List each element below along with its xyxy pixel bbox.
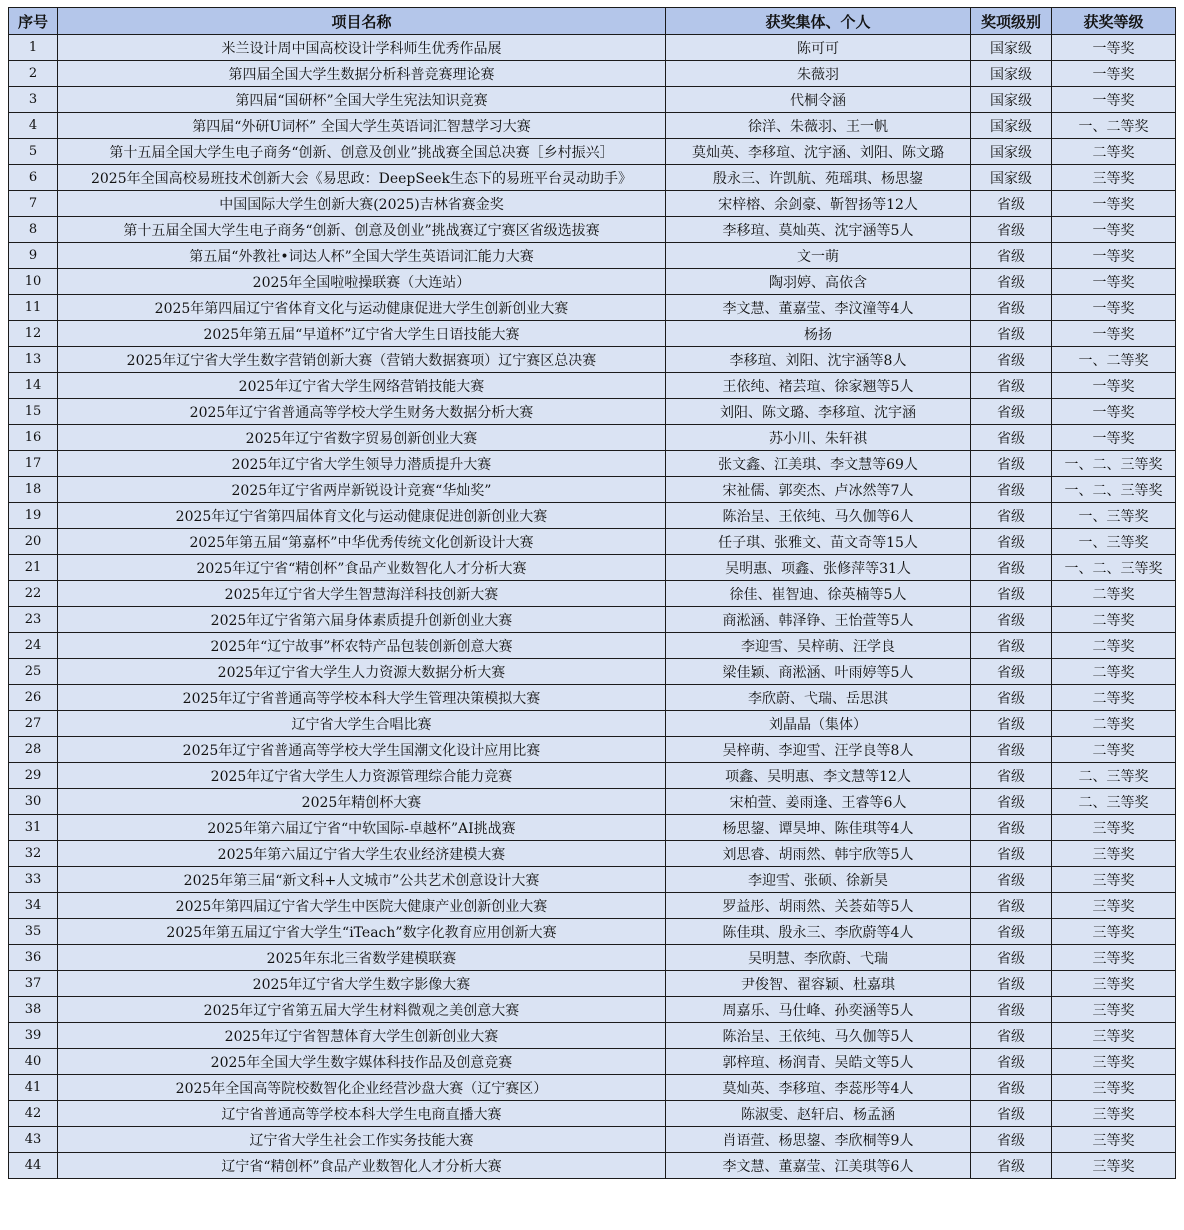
table-row <box>9 1075 1176 1101</box>
cell-grade: 一等奖 <box>1052 243 1176 269</box>
cell-index: 2 <box>9 61 58 87</box>
cell-winners: 王依纯、褚芸瑄、徐家翘等5人 <box>666 373 971 399</box>
cell-project: 2025年第三届“新文科+人文城市”公共艺术创意设计大赛 <box>58 867 666 893</box>
cell-grade: 二、三等奖 <box>1052 763 1176 789</box>
cell-index: 32 <box>9 841 58 867</box>
cell-project: 2025年辽宁省普通高等学校大学生财务大数据分析大赛 <box>58 399 666 425</box>
table-body <box>9 35 1176 1179</box>
cell-index: 14 <box>9 373 58 399</box>
table-row <box>9 633 1176 659</box>
cell-project: 2025年全国大学生数字媒体科技作品及创意竞赛 <box>58 1049 666 1075</box>
cell-project: 中国国际大学生创新大赛(2025)吉林省赛金奖 <box>58 191 666 217</box>
cell-level: 省级 <box>971 347 1052 373</box>
cell-grade: 一等奖 <box>1052 399 1176 425</box>
table-row <box>9 61 1176 87</box>
cell-project: 米兰设计周中国高校设计学科师生优秀作品展 <box>58 35 666 61</box>
cell-level: 省级 <box>971 659 1052 685</box>
cell-winners: 刘思睿、胡雨然、韩宇欣等5人 <box>666 841 971 867</box>
cell-level: 省级 <box>971 867 1052 893</box>
cell-winners: 莫灿英、李移瑄、李蕊彤等4人 <box>666 1075 971 1101</box>
table-row <box>9 1049 1176 1075</box>
table-row <box>9 1023 1176 1049</box>
cell-project: 2025年辽宁省大学生智慧海洋科技创新大赛 <box>58 581 666 607</box>
cell-level: 国家级 <box>971 113 1052 139</box>
table-row <box>9 1101 1176 1127</box>
header-winners: 获奖集体、个人 <box>666 8 971 35</box>
cell-level: 省级 <box>971 815 1052 841</box>
cell-winners: 徐洋、朱薇羽、王一帆 <box>666 113 971 139</box>
cell-level: 省级 <box>971 295 1052 321</box>
cell-winners: 尹俊智、翟容颖、杜嘉琪 <box>666 971 971 997</box>
cell-project: 2025年辽宁省大学生数字影像大赛 <box>58 971 666 997</box>
table-row <box>9 477 1176 503</box>
cell-level: 省级 <box>971 763 1052 789</box>
cell-project: 第十五届全国大学生电子商务“创新、创意及创业”挑战赛全国总决赛［乡村振兴］ <box>58 139 666 165</box>
table-row <box>9 529 1176 555</box>
cell-level: 省级 <box>971 1101 1052 1127</box>
cell-winners: 陈可可 <box>666 35 971 61</box>
cell-project: 第十五届全国大学生电子商务“创新、创意及创业”挑战赛辽宁赛区省级选拔赛 <box>58 217 666 243</box>
cell-level: 省级 <box>971 269 1052 295</box>
cell-index: 16 <box>9 425 58 451</box>
cell-index: 21 <box>9 555 58 581</box>
cell-winners: 莫灿英、李移瑄、沈宇涵、刘阳、陈文璐 <box>666 139 971 165</box>
cell-level: 国家级 <box>971 165 1052 191</box>
cell-level: 省级 <box>971 217 1052 243</box>
table-row <box>9 1127 1176 1153</box>
table-row <box>9 217 1176 243</box>
table-row <box>9 269 1176 295</box>
cell-grade: 一、二等奖 <box>1052 113 1176 139</box>
cell-index: 26 <box>9 685 58 711</box>
cell-winners: 宋祉儒、郭奕杰、卢冰然等7人 <box>666 477 971 503</box>
cell-level: 省级 <box>971 607 1052 633</box>
table-row <box>9 87 1176 113</box>
cell-winners: 周嘉乐、马仕峰、孙奕涵等5人 <box>666 997 971 1023</box>
cell-winners: 吴明慧、李欣蔚、弋瑞 <box>666 945 971 971</box>
cell-level: 省级 <box>971 997 1052 1023</box>
cell-level: 省级 <box>971 737 1052 763</box>
cell-winners: 吴梓萌、李迎雪、汪学良等8人 <box>666 737 971 763</box>
table-row <box>9 841 1176 867</box>
cell-level: 省级 <box>971 191 1052 217</box>
table-row <box>9 737 1176 763</box>
cell-project: 2025年辽宁省第四届体育文化与运动健康促进创新创业大赛 <box>58 503 666 529</box>
cell-level: 省级 <box>971 919 1052 945</box>
header-index: 序号 <box>9 8 58 35</box>
cell-level: 国家级 <box>971 139 1052 165</box>
table-row <box>9 685 1176 711</box>
cell-index: 27 <box>9 711 58 737</box>
cell-project: 第五届“外教社•词达人杯”全国大学生英语词汇能力大赛 <box>58 243 666 269</box>
cell-project: 2025年“辽宁故事”杯农特产品包装创新创意大赛 <box>58 633 666 659</box>
cell-index: 13 <box>9 347 58 373</box>
cell-grade: 三等奖 <box>1052 1127 1176 1153</box>
cell-index: 11 <box>9 295 58 321</box>
cell-grade: 三等奖 <box>1052 165 1176 191</box>
cell-index: 3 <box>9 87 58 113</box>
cell-level: 省级 <box>971 633 1052 659</box>
table-row <box>9 451 1176 477</box>
cell-winners: 刘晶晶（集体） <box>666 711 971 737</box>
cell-level: 省级 <box>971 685 1052 711</box>
cell-project: 2025年第六届辽宁省“中软国际-卓越杯”AI挑战赛 <box>58 815 666 841</box>
cell-index: 12 <box>9 321 58 347</box>
cell-grade: 三等奖 <box>1052 1049 1176 1075</box>
cell-grade: 一等奖 <box>1052 425 1176 451</box>
cell-project: 2025年第五届辽宁省大学生“iTeach”数字化教育应用创新大赛 <box>58 919 666 945</box>
cell-grade: 二、三等奖 <box>1052 789 1176 815</box>
cell-index: 15 <box>9 399 58 425</box>
cell-index: 19 <box>9 503 58 529</box>
cell-index: 1 <box>9 35 58 61</box>
cell-level: 省级 <box>971 477 1052 503</box>
cell-index: 10 <box>9 269 58 295</box>
cell-index: 29 <box>9 763 58 789</box>
cell-grade: 三等奖 <box>1052 1101 1176 1127</box>
cell-level: 省级 <box>971 841 1052 867</box>
cell-index: 17 <box>9 451 58 477</box>
cell-winners: 李移瑄、刘阳、沈宇涵等8人 <box>666 347 971 373</box>
cell-index: 34 <box>9 893 58 919</box>
cell-index: 31 <box>9 815 58 841</box>
cell-level: 省级 <box>971 581 1052 607</box>
cell-level: 省级 <box>971 425 1052 451</box>
cell-index: 20 <box>9 529 58 555</box>
header-grade: 获奖等级 <box>1052 8 1176 35</box>
cell-grade: 一、三等奖 <box>1052 503 1176 529</box>
cell-project: 2025年辽宁省数字贸易创新创业大赛 <box>58 425 666 451</box>
table-row <box>9 113 1176 139</box>
cell-level: 省级 <box>971 373 1052 399</box>
table-row <box>9 659 1176 685</box>
cell-winners: 文一萌 <box>666 243 971 269</box>
cell-level: 省级 <box>971 243 1052 269</box>
cell-grade: 一、二、三等奖 <box>1052 477 1176 503</box>
cell-grade: 一、二、三等奖 <box>1052 555 1176 581</box>
cell-index: 6 <box>9 165 58 191</box>
cell-grade: 二等奖 <box>1052 659 1176 685</box>
cell-winners: 张文鑫、江美琪、李文慧等69人 <box>666 451 971 477</box>
cell-grade: 二等奖 <box>1052 685 1176 711</box>
cell-index: 30 <box>9 789 58 815</box>
cell-index: 44 <box>9 1153 58 1179</box>
cell-winners: 宋柏萱、姜雨逢、王睿等6人 <box>666 789 971 815</box>
table-row <box>9 35 1176 61</box>
cell-level: 国家级 <box>971 35 1052 61</box>
cell-winners: 任子琪、张雅文、苗文奇等15人 <box>666 529 971 555</box>
cell-project: 2025年辽宁省“精创杯”食品产业数智化人才分析大赛 <box>58 555 666 581</box>
cell-index: 28 <box>9 737 58 763</box>
cell-project: 2025年辽宁省大学生网络营销技能大赛 <box>58 373 666 399</box>
header-project: 项目名称 <box>58 8 666 35</box>
cell-winners: 陈佳琪、殷永三、李欣蔚等4人 <box>666 919 971 945</box>
cell-winners: 李文慧、董嘉莹、李汶潼等4人 <box>666 295 971 321</box>
cell-level: 省级 <box>971 1127 1052 1153</box>
cell-level: 省级 <box>971 321 1052 347</box>
cell-index: 24 <box>9 633 58 659</box>
table-row <box>9 321 1176 347</box>
cell-project: 2025年辽宁省第六届身体素质提升创新创业大赛 <box>58 607 666 633</box>
table-row <box>9 919 1176 945</box>
cell-grade: 一等奖 <box>1052 295 1176 321</box>
table-row <box>9 347 1176 373</box>
table-row <box>9 815 1176 841</box>
table-row <box>9 997 1176 1023</box>
cell-level: 省级 <box>971 971 1052 997</box>
cell-grade: 三等奖 <box>1052 815 1176 841</box>
cell-grade: 三等奖 <box>1052 945 1176 971</box>
cell-winners: 肖语萱、杨思鋆、李欣桐等9人 <box>666 1127 971 1153</box>
cell-winners: 杨思鋆、谭昊坤、陈佳琪等4人 <box>666 815 971 841</box>
cell-grade: 三等奖 <box>1052 971 1176 997</box>
cell-winners: 殷永三、许凯航、苑瑶琪、杨思鋆 <box>666 165 971 191</box>
table-row <box>9 425 1176 451</box>
cell-index: 9 <box>9 243 58 269</box>
cell-level: 省级 <box>971 1075 1052 1101</box>
cell-project: 2025年第五届“第嘉杯”中华优秀传统文化创新设计大赛 <box>58 529 666 555</box>
cell-project: 辽宁省“精创杯”食品产业数智化人才分析大赛 <box>58 1153 666 1179</box>
table-row <box>9 555 1176 581</box>
cell-winners: 朱薇羽 <box>666 61 971 87</box>
cell-level: 省级 <box>971 451 1052 477</box>
cell-level: 省级 <box>971 1049 1052 1075</box>
cell-grade: 三等奖 <box>1052 893 1176 919</box>
cell-level: 省级 <box>971 893 1052 919</box>
cell-grade: 三等奖 <box>1052 867 1176 893</box>
cell-grade: 一等奖 <box>1052 87 1176 113</box>
cell-grade: 三等奖 <box>1052 1023 1176 1049</box>
cell-level: 省级 <box>971 711 1052 737</box>
cell-grade: 一等奖 <box>1052 61 1176 87</box>
table-row <box>9 139 1176 165</box>
cell-winners: 宋梓榕、余剑豪、靳智扬等12人 <box>666 191 971 217</box>
cell-project: 2025年辽宁省智慧体育大学生创新创业大赛 <box>58 1023 666 1049</box>
cell-grade: 三等奖 <box>1052 841 1176 867</box>
table-row <box>9 789 1176 815</box>
cell-winners: 商淞涵、韩泽铮、王怡萱等5人 <box>666 607 971 633</box>
cell-index: 7 <box>9 191 58 217</box>
cell-grade: 二等奖 <box>1052 737 1176 763</box>
table-row <box>9 893 1176 919</box>
cell-project: 辽宁省大学生合唱比赛 <box>58 711 666 737</box>
cell-project: 2025年第五届“早道杯”辽宁省大学生日语技能大赛 <box>58 321 666 347</box>
cell-index: 22 <box>9 581 58 607</box>
cell-level: 省级 <box>971 1153 1052 1179</box>
cell-grade: 二等奖 <box>1052 139 1176 165</box>
cell-winners: 陈治呈、王依纯、马久伽等5人 <box>666 1023 971 1049</box>
cell-index: 25 <box>9 659 58 685</box>
cell-index: 5 <box>9 139 58 165</box>
cell-winners: 代桐令涵 <box>666 87 971 113</box>
cell-project: 第四届“外研U词杯” 全国大学生英语词汇智慧学习大赛 <box>58 113 666 139</box>
cell-grade: 三等奖 <box>1052 1075 1176 1101</box>
cell-index: 37 <box>9 971 58 997</box>
cell-grade: 二等奖 <box>1052 607 1176 633</box>
cell-level: 省级 <box>971 503 1052 529</box>
cell-winners: 李欣蔚、弋瑞、岳思淇 <box>666 685 971 711</box>
cell-project: 第四届全国大学生数据分析科普竞赛理论赛 <box>58 61 666 87</box>
cell-project: 2025年东北三省数学建模联赛 <box>58 945 666 971</box>
table-row <box>9 191 1176 217</box>
cell-winners: 徐佳、崔智迪、徐英楠等5人 <box>666 581 971 607</box>
cell-winners: 苏小川、朱轩祺 <box>666 425 971 451</box>
cell-project: 2025年辽宁省大学生人力资源管理综合能力竞赛 <box>58 763 666 789</box>
cell-project: 2025年全国啦啦操联赛（大连站） <box>58 269 666 295</box>
cell-level: 省级 <box>971 399 1052 425</box>
table-row <box>9 971 1176 997</box>
cell-project: 2025年全国高等院校数智化企业经营沙盘大赛（辽宁赛区） <box>58 1075 666 1101</box>
table-row <box>9 165 1176 191</box>
cell-grade: 一等奖 <box>1052 321 1176 347</box>
cell-project: 2025年全国高校易班技术创新大会《易思政：DeepSeek生态下的易班平台灵动助手》 <box>58 165 666 191</box>
table-row <box>9 503 1176 529</box>
cell-level: 省级 <box>971 1023 1052 1049</box>
awards-sheet <box>8 7 1175 1179</box>
cell-level: 省级 <box>971 945 1052 971</box>
header-row <box>9 8 1176 35</box>
header-level: 奖项级别 <box>971 8 1052 35</box>
cell-level: 国家级 <box>971 87 1052 113</box>
cell-winners: 刘阳、陈文璐、李移瑄、沈宇涵 <box>666 399 971 425</box>
table-row <box>9 295 1176 321</box>
cell-project: 2025年第六届辽宁省大学生农业经济建模大赛 <box>58 841 666 867</box>
cell-grade: 一等奖 <box>1052 269 1176 295</box>
cell-project: 第四届“国研杯”全国大学生宪法知识竞赛 <box>58 87 666 113</box>
cell-project: 2025年第四届辽宁省大学生中医院大健康产业创新创业大赛 <box>58 893 666 919</box>
cell-project: 2025年辽宁省大学生人力资源大数据分析大赛 <box>58 659 666 685</box>
cell-winners: 郭梓瑄、杨润青、吴皓文等5人 <box>666 1049 971 1075</box>
cell-winners: 李文慧、董嘉莹、江美琪等6人 <box>666 1153 971 1179</box>
cell-level: 省级 <box>971 529 1052 555</box>
table-row <box>9 243 1176 269</box>
cell-project: 2025年辽宁省大学生领导力潜质提升大赛 <box>58 451 666 477</box>
cell-grade: 一等奖 <box>1052 373 1176 399</box>
cell-grade: 二等奖 <box>1052 633 1176 659</box>
cell-winners: 李迎雪、张硕、徐新昊 <box>666 867 971 893</box>
table-row <box>9 711 1176 737</box>
cell-index: 39 <box>9 1023 58 1049</box>
cell-project: 辽宁省普通高等学校本科大学生电商直播大赛 <box>58 1101 666 1127</box>
cell-grade: 一、二、三等奖 <box>1052 451 1176 477</box>
cell-winners: 项鑫、吴明惠、李文慧等12人 <box>666 763 971 789</box>
cell-winners: 罗益彤、胡雨然、关荟茹等5人 <box>666 893 971 919</box>
cell-grade: 二等奖 <box>1052 581 1176 607</box>
table-row <box>9 867 1176 893</box>
table-row <box>9 763 1176 789</box>
cell-winners: 陈淑雯、赵轩启、杨孟涵 <box>666 1101 971 1127</box>
cell-grade: 一等奖 <box>1052 217 1176 243</box>
cell-index: 42 <box>9 1101 58 1127</box>
table-row <box>9 581 1176 607</box>
cell-grade: 三等奖 <box>1052 1153 1176 1179</box>
cell-grade: 三等奖 <box>1052 919 1176 945</box>
cell-project: 2025年辽宁省第五届大学生材料微观之美创意大赛 <box>58 997 666 1023</box>
cell-level: 省级 <box>971 789 1052 815</box>
cell-project: 2025年辽宁省大学生数字营销创新大赛（营销大数据赛项）辽宁赛区总决赛 <box>58 347 666 373</box>
cell-winners: 陈治呈、王依纯、马久伽等6人 <box>666 503 971 529</box>
cell-index: 36 <box>9 945 58 971</box>
cell-winners: 李移瑄、莫灿英、沈宇涵等5人 <box>666 217 971 243</box>
cell-grade: 一等奖 <box>1052 35 1176 61</box>
cell-index: 40 <box>9 1049 58 1075</box>
cell-index: 43 <box>9 1127 58 1153</box>
cell-winners: 梁佳颖、商淞涵、叶雨婷等5人 <box>666 659 971 685</box>
cell-winners: 李迎雪、吴梓萌、汪学良 <box>666 633 971 659</box>
cell-project: 辽宁省大学生社会工作实务技能大赛 <box>58 1127 666 1153</box>
cell-index: 38 <box>9 997 58 1023</box>
cell-project: 2025年精创杯大赛 <box>58 789 666 815</box>
cell-index: 18 <box>9 477 58 503</box>
cell-project: 2025年辽宁省普通高等学校本科大学生管理决策模拟大赛 <box>58 685 666 711</box>
cell-winners: 吴明惠、项鑫、张修萍等31人 <box>666 555 971 581</box>
cell-project: 2025年第四届辽宁省体育文化与运动健康促进大学生创新创业大赛 <box>58 295 666 321</box>
cell-index: 4 <box>9 113 58 139</box>
cell-project: 2025年辽宁省两岸新锐设计竞赛“华灿奖” <box>58 477 666 503</box>
cell-grade: 一等奖 <box>1052 191 1176 217</box>
cell-project: 2025年辽宁省普通高等学校大学生国潮文化设计应用比赛 <box>58 737 666 763</box>
cell-level: 国家级 <box>971 61 1052 87</box>
table-row <box>9 373 1176 399</box>
cell-index: 8 <box>9 217 58 243</box>
cell-index: 35 <box>9 919 58 945</box>
cell-index: 23 <box>9 607 58 633</box>
cell-winners: 陶羽婷、高依含 <box>666 269 971 295</box>
cell-grade: 二等奖 <box>1052 711 1176 737</box>
cell-index: 33 <box>9 867 58 893</box>
table-row <box>9 399 1176 425</box>
table-row <box>9 607 1176 633</box>
cell-level: 省级 <box>971 555 1052 581</box>
table-row <box>9 1153 1176 1179</box>
cell-grade: 一、三等奖 <box>1052 529 1176 555</box>
cell-winners: 杨扬 <box>666 321 971 347</box>
table-row <box>9 945 1176 971</box>
cell-index: 41 <box>9 1075 58 1101</box>
cell-grade: 一、二等奖 <box>1052 347 1176 373</box>
cell-grade: 三等奖 <box>1052 997 1176 1023</box>
awards-table <box>8 7 1176 1179</box>
